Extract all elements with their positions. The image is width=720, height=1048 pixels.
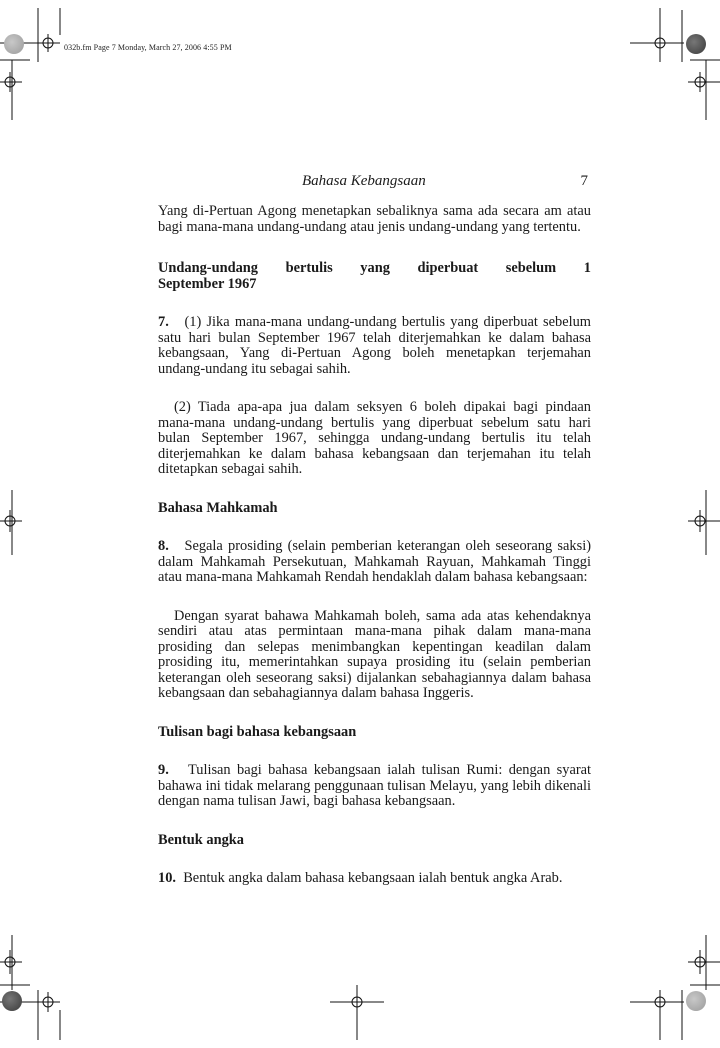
section-10-paragraph: 10. Bentuk angka dalam bahasa kebangsaan ialah bentuk angka Arab. — [158, 870, 563, 886]
section-9-paragraph: 9. Tulisan bagi bahasa kebangsaan ialah tulisan Rumi: dengan syarat bahawa ini tidak melarang penggunaan tulisan Melayu, yang lebih dikenali dengan nama tulisan Jawi, bagi bahasa kebangsaan. — [158, 762, 592, 809]
registration-dot-bottom-left — [2, 991, 22, 1011]
section-7-subsection-2: (2) Tiada apa-apa jua dalam seksyen 6 boleh dipakai bagi pindaan mana-mana undang-undang bertulis yang diperbuat sebelum satu hari bulan September 1967, sehingga undang-undang bertulis itu telah diterjemahkan ke dalam bahasa kebangsaan dan terjemahan itu telah ditetapkan sebagai sahih. — [158, 399, 591, 477]
section-7-subsection-1: 7. (1) Jika mana-mana undang-undang bertulis yang diperbuat sebelum satu hari bulan September 1967 telah diterjemahkan ke dalam bahasa kebangsaan, Yang di-Pertuan Agong boleh menetapkan terjemahan undang-undang itu sebagai sahih. — [158, 314, 591, 377]
page-number: 7 — [580, 173, 588, 189]
section-10-number: 10. — [158, 870, 176, 886]
section-8-heading: Bahasa Mahkamah — [158, 499, 278, 516]
file-meta-slug: 032b.fm Page 7 Monday, March 27, 2006 4:55 PM — [64, 43, 232, 52]
section-8-proviso: Dengan syarat bahawa Mahkamah boleh, sama ada atas kehendaknya sendiri atau atas permintaan mana-mana pihak dalam mana-mana prosiding dan selepas menimbangkan kepentingan keadilan dalam prosiding itu, memerintahkan supaya prosiding itu (selain pemberian keterangan oleh seseorang saksi) dijalankan sebahagiannya dalam bahasa kebangsaan dan sebahagiannya dalam bahasa Inggeris. — [158, 607, 591, 701]
section-7-heading-line2: September 1967 — [158, 275, 257, 292]
section-10-heading: Bentuk angka — [158, 831, 244, 848]
registration-dot-top-right — [686, 34, 706, 54]
running-head-title: Bahasa Kebangsaan — [302, 173, 426, 189]
section-9-number: 9. — [158, 762, 169, 778]
registration-dot-top-left — [4, 34, 24, 54]
section-7-number: 7. — [158, 314, 169, 330]
continuation-paragraph: Yang di-Pertuan Agong menetapkan sebaliknya sama ada secara am atau bagi mana-mana undang-undang atau jenis undang-undang yang tertentu. — [158, 203, 591, 235]
section-8-paragraph-1: 8. Segala prosiding (selain pemberian keterangan oleh seseorang saksi) dalam Mahkamah Persekutuan, Mahkamah Rayuan, Mahkamah Tinggi atau mana-mana Mahkamah Rendah hendaklah dalam bahasa kebangsaan: — [158, 538, 591, 585]
page-body — [158, 204, 591, 887]
registration-dot-bottom-right — [686, 991, 706, 1011]
section-9-heading: Tulisan bagi bahasa kebangsaan — [158, 723, 357, 740]
section-8-number: 8. — [158, 538, 169, 554]
section-7-heading: Undang-undang bertulis yang diperbuat sebelum 1 — [158, 260, 591, 276]
